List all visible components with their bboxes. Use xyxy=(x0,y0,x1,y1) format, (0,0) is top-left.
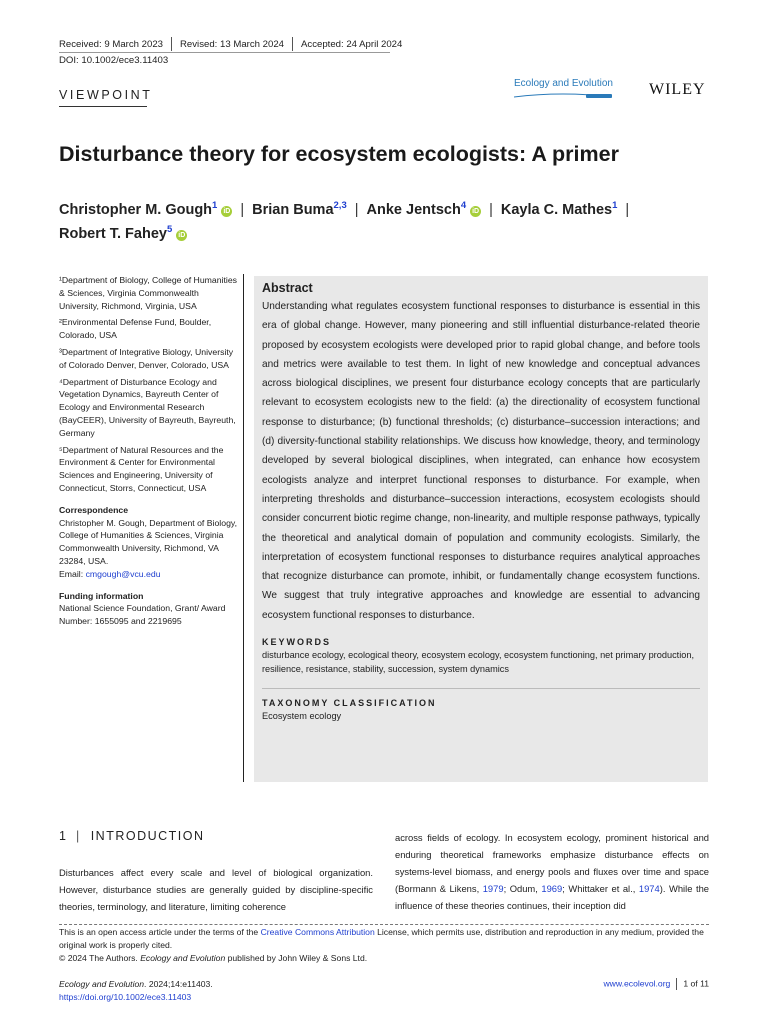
body-text: ; Whittaker et al., xyxy=(562,883,639,894)
body-text: across fields of ecology. In ecosystem ecology, prominent historical and enduring theoretical frameworks emphasize disturbance effects on systems-level biomass, and energy pools and fluxes over time and space (Bormann & Likens, xyxy=(395,832,709,894)
divider: | xyxy=(625,202,630,218)
journal-swoosh-icon xyxy=(514,91,612,99)
article-title: Disturbance theory for ecosystem ecologists: A primer xyxy=(59,142,619,166)
affiliation: ⁵Department of Natural Resources and the Environment & Center for Environmental Sciences and Engineering, University of Connecticut, Storrs, Connecticut, USA xyxy=(59,444,224,493)
doi: DOI: 10.1002/ece3.11403 xyxy=(59,55,169,66)
author-list xyxy=(59,198,719,246)
correspondence-email-line xyxy=(59,568,239,581)
affiliation-marker[interactable]: 4 xyxy=(460,200,467,212)
column-divider xyxy=(243,274,244,782)
divider xyxy=(171,37,172,51)
funding-label: Funding information xyxy=(59,590,144,601)
revised-date: Revised: 13 March 2024 xyxy=(180,38,284,50)
affiliation: ⁴Department of Disturbance Ecology and Vegetation Dynamics, Bayreuth Center of Ecology and Environmental Research (BayCEER), University of Bayreuth, Bayreuth, Germany xyxy=(59,376,236,438)
abstract-heading: Abstract xyxy=(262,281,313,295)
email-link[interactable]: cmgough@vcu.edu xyxy=(85,568,161,579)
author[interactable] xyxy=(367,202,482,218)
affiliation-marker[interactable]: 1 xyxy=(212,200,218,212)
section-number: 1 xyxy=(59,829,66,843)
license-text: This is an open access article under the terms of the xyxy=(59,927,261,937)
affiliation: ²Environmental Defense Fund, Boulder, Colorado, USA xyxy=(59,317,212,341)
body-column-right xyxy=(395,829,709,914)
email-prefix: Email: xyxy=(59,568,86,579)
author[interactable] xyxy=(501,202,618,218)
license-link[interactable]: Creative Commons Attribution xyxy=(260,927,375,937)
doi-link[interactable]: https://doi.org/10.1002/ece3.11403 xyxy=(59,991,192,1002)
divider: | xyxy=(75,829,81,843)
affiliation-marker[interactable]: 2,3 xyxy=(333,200,347,212)
journal-logo[interactable]: Ecology and Evolution xyxy=(514,78,613,89)
author-name: Kayla C. Mathes xyxy=(500,202,613,218)
dates-line xyxy=(59,37,402,51)
citation-link[interactable]: 1979 xyxy=(482,883,504,894)
page-number: 1 of 11 xyxy=(683,978,709,989)
divider: | xyxy=(354,202,359,218)
received-date: Received: 9 March 2023 xyxy=(59,38,163,50)
body-text: ; Odum, xyxy=(503,883,542,894)
license-note xyxy=(59,926,719,964)
author[interactable] xyxy=(252,202,347,218)
license-divider xyxy=(59,924,709,925)
affiliations-column xyxy=(59,274,239,628)
correspondence-label: Correspondence xyxy=(59,504,129,515)
body-column-left: Disturbances affect every scale and level of biological organization. However, disturbance studies are generally guided by discipline-specific theories, terminology, and literature, limiting coherence xyxy=(59,867,373,912)
keywords-text: disturbance ecology, ecological theory, ecosystem ecology, ecosystem functioning, net primary production, resilience, resistance, stability, succession, system dynamics xyxy=(262,650,695,674)
taxonomy-text: Ecosystem ecology xyxy=(262,711,342,722)
citation-link[interactable]: 1974 xyxy=(638,883,660,894)
footer-right xyxy=(603,978,709,990)
author[interactable] xyxy=(59,202,232,218)
citation-journal: Ecology and Evolution xyxy=(59,979,145,989)
divider: | xyxy=(240,202,245,218)
publisher-logo[interactable]: WILEY xyxy=(649,81,706,98)
author-name: Brian Buma xyxy=(252,202,334,218)
author-name: Robert T. Fahey xyxy=(59,226,167,242)
orcid-icon[interactable]: iD xyxy=(178,232,186,239)
author-name: Christopher M. Gough xyxy=(59,202,213,218)
footer-citation xyxy=(59,978,213,1004)
affiliation: ¹Department of Biology, College of Humanities & Sciences, Virginia Commonwealth University, Richmond, Virginia, USA xyxy=(59,275,238,311)
funding-text: National Science Foundation, Grant/ Award Number: 1655095 and 2219695 xyxy=(59,603,226,627)
affiliation-marker[interactable]: 1 xyxy=(612,200,618,212)
body-text: ). While the influence of these theories continues, their inception did xyxy=(395,883,709,911)
copyright-text: © 2024 The Authors. xyxy=(59,952,141,963)
accepted-date: Accepted: 24 April 2024 xyxy=(301,38,403,50)
taxonomy-heading: TAXONOMY CLASSIFICATION xyxy=(262,698,437,709)
copyright-journal: Ecology and Evolution xyxy=(140,952,226,963)
article-type-rule xyxy=(59,106,147,107)
divider: | xyxy=(489,202,493,218)
citation-link[interactable]: 1969 xyxy=(541,883,563,894)
affiliation-marker[interactable]: 5 xyxy=(166,224,173,236)
abstract-text: Understanding what regulates ecosystem functional responses to disturbance is essential in this era of global change. However, many pioneering and still influential disturbance-related theorie proposed by ecosystem ecologists were developed prior to rapid global change, and before tools and metrics were available to test them. In light of new knowledge and conceptual advances across biological disciplines, we present four disturbance ecology concepts that are particularly relevant to ecosystem ecologists new to the field: (a) the directionality of ecosystem functional response to disturbance; (b) functional thresholds; (c) disturbance–succession interactions; and (d) diversity-functional stability relationships. We discuss how knowledge, theory, and terminology developed by several biological disciplines, when integrated, can enhance how ecosystem ecologists analyze and interpret functional responses to disturbance. For example, when interpreting thresholds and disturbance–succession interactions, ecosystem ecologists should consider concurrent biotic regime change, non-linearity, and multiple response pathways, typically the theoretical and analytical domain of population and community ecologists. Similarly, the interpretation of ecosystem functional responses to disturbance requires analytical approaches that recognize disturbance can promote, inhibit, or fundamentally change ecosystem functions. We suggest that truly integrative approaches and knowledge are essential to advancing ecosystem functional responses to disturbance. xyxy=(262,301,700,621)
keywords-divider xyxy=(262,688,700,689)
affiliation: ³Department of Integrative Biology, University of Colorado Denver, Denver, Colorado, USA xyxy=(59,346,234,370)
keywords-heading: KEYWORDS xyxy=(262,637,332,648)
divider xyxy=(676,978,677,990)
copyright-text: published by John Wiley & Sons Ltd. xyxy=(225,952,368,963)
citation-details: . 2024;14:e11403. xyxy=(144,979,213,989)
header-rule xyxy=(59,52,390,53)
orcid-icon[interactable]: iD xyxy=(472,208,480,215)
section-heading xyxy=(59,829,205,843)
orcid-icon[interactable]: iD xyxy=(223,208,231,215)
abstract-box xyxy=(254,276,708,782)
license-text: License, which permits use, distribution and reproduction in any medium, provided the original work is properly cited. xyxy=(59,927,704,950)
author[interactable] xyxy=(59,226,187,242)
correspondence-text: Christopher M. Gough, Department of Biology, College of Humanities & Sciences, Virginia Commonwealth University, Richmond, VA 23284, USA. xyxy=(59,517,238,566)
divider xyxy=(292,37,293,51)
article-type: VIEWPOINT xyxy=(59,88,153,102)
journal-site-link[interactable]: www.ecolevol.org xyxy=(603,978,671,989)
author-name: Anke Jentsch xyxy=(366,202,461,218)
section-title: INTRODUCTION xyxy=(90,829,205,843)
